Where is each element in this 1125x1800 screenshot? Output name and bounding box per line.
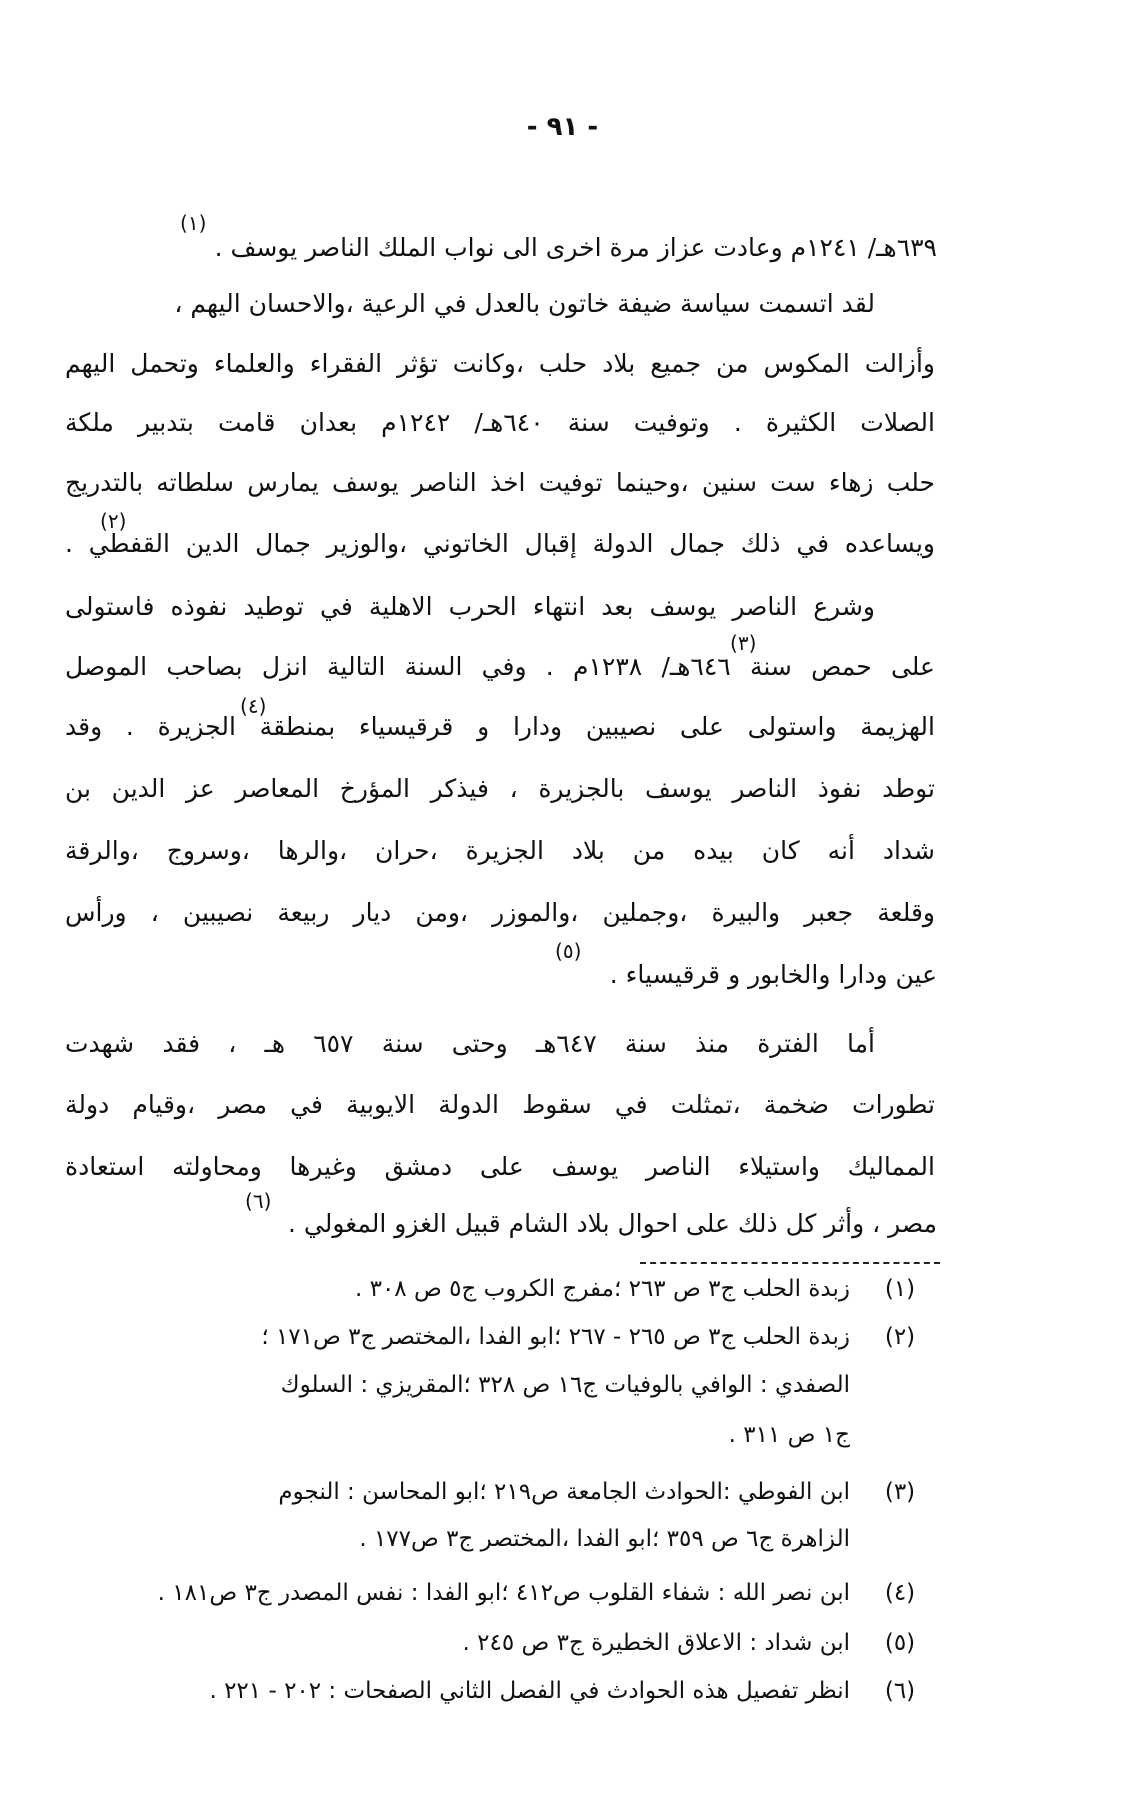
body-line-6: ويساعده في ذلك جمال الدولة إقبال الخاتوني ،والوزير جمال الدين القفطي .	[65, 529, 935, 558]
footnote-5-line-1: ابن شداد : الاعلاق الخطيرة ج٣ ص ٢٤٥ .	[462, 1630, 850, 1656]
footnote-marker-6: (٦)	[245, 1189, 272, 1213]
body-line-4: الصلات الكثيرة . وتوفيت سنة ٦٤٠هـ/ ١٢٤٢م بعدان قامت بتدبير ملكة	[65, 408, 935, 437]
footnote-6-line-1: انظر تفصيل هذه الحوادث في الفصل الثاني الصفحات : ٢٠٢ - ٢٢١ .	[209, 1678, 850, 1704]
body-line-1: ٦٣٩هـ/ ١٢٤١م وعادت عزاز مرة اخرى الى نواب الملك الناصر يوسف .	[214, 233, 937, 262]
footnote-3-line-2: الزاهرة ج٦ ص ٣٥٩ ؛ابو الفدا ،المختصر ج٣ ص١٧٧ .	[359, 1526, 850, 1552]
footnote-4-line-1: ابن نصر الله : شفاء القلوب ص٤١٢ ؛ابو الفدا : نفس المصدر ج٣ ص١٨١ .	[157, 1580, 850, 1606]
page-number: - ٩١ -	[526, 112, 599, 142]
footnote-marker-1: (١)	[180, 211, 207, 235]
footnote-number-5: (٥)	[884, 1630, 916, 1656]
footnote-number-2: (٢)	[884, 1324, 916, 1350]
body-line-10: توطد نفوذ الناصر يوسف بالجزيرة ، فيذكر المؤرخ المعاصر عز الدين بن	[65, 774, 935, 803]
footnote-number-1: (١)	[884, 1276, 916, 1302]
footnote-marker-5: (٥)	[555, 939, 582, 963]
footnote-marker-2: (٢)	[100, 509, 127, 533]
footnote-marker-3: (٣)	[730, 631, 757, 655]
body-line-17: مصر ، وأثر كل ذلك على احوال بلاد الشام قبيل الغزو المغولي .	[288, 1209, 937, 1238]
footnote-2-line-3: ج١ ص ٣١١ .	[728, 1422, 850, 1448]
body-line-2: لقد اتسمت سياسة ضيفة خاتون بالعدل في الرعية ،والاحسان اليهم ،	[174, 289, 875, 318]
footnote-number-3: (٣)	[884, 1479, 916, 1505]
body-line-9: الهزيمة واستولى على نصيبين ودارا و قرقيسياء بمنطقة الجزيرة . وقد	[65, 712, 935, 741]
body-line-11: شداد أنه كان بيده من بلاد الجزيرة ،حران ،والرها ،وسروج ،والرقة	[65, 836, 935, 865]
footnote-marker-4: (٤)	[240, 694, 267, 718]
footnote-number-6: (٦)	[884, 1678, 916, 1704]
body-line-16: المماليك واستيلاء الناصر يوسف على دمشق وغيرها ومحاولته استعادة	[65, 1152, 935, 1181]
body-line-8: على حمص سنة ٦٤٦هـ/ ١٢٣٨م . وفي السنة التالية انزل بصاحب الموصل	[65, 652, 935, 681]
footnote-2-line-1: زبدة الحلب ج٣ ص ٢٦٥ - ٢٦٧ ؛ابو الفدا ،المختصر ج٣ ص١٧١ ؛	[261, 1324, 850, 1350]
footnote-3-line-1: ابن الفوطي :الحوادث الجامعة ص٢١٩ ؛ابو المحاسن : النجوم	[278, 1479, 850, 1505]
footnote-1-line-1: زبدة الحلب ج٣ ص ٢٦٣ ؛مفرج الكروب ج٥ ص ٣٠٨ .	[354, 1276, 850, 1302]
body-line-5: حلب زهاء ست سنين ،وحينما توفيت اخذ الناصر يوسف يمارس سلطاته بالتدريج	[65, 468, 935, 497]
body-line-14: أما الفترة منذ سنة ٦٤٧هـ وحتى سنة ٦٥٧ هـ ، فقد شهدت	[65, 1029, 876, 1058]
body-line-12: وقلعة جعبر والبيرة ،وجملين ،والموزر ،ومن ديار ربيعة نصيبين ، ورأس	[65, 898, 935, 927]
footnote-2-line-2: الصفدي : الوافي بالوفيات ج١٦ ص ٣٢٨ ؛المقريزي : السلوك	[280, 1372, 850, 1398]
body-line-13: عين ودارا والخابور و قرقيسياء .	[609, 960, 937, 989]
footnote-number-4: (٤)	[884, 1580, 916, 1606]
footnote-separator	[640, 1262, 940, 1264]
body-line-7: وشرع الناصر يوسف بعد انتهاء الحرب الاهلية في توطيد نفوذه فاستولى	[65, 592, 875, 621]
body-line-15: تطورات ضخمة ،تمثلت في سقوط الدولة الايوبية في مصر ،وقيام دولة	[65, 1090, 935, 1119]
body-line-3: وأزالت المكوس من جميع بلاد حلب ،وكانت تؤثر الفقراء والعلماء وتحمل اليهم	[65, 349, 935, 378]
